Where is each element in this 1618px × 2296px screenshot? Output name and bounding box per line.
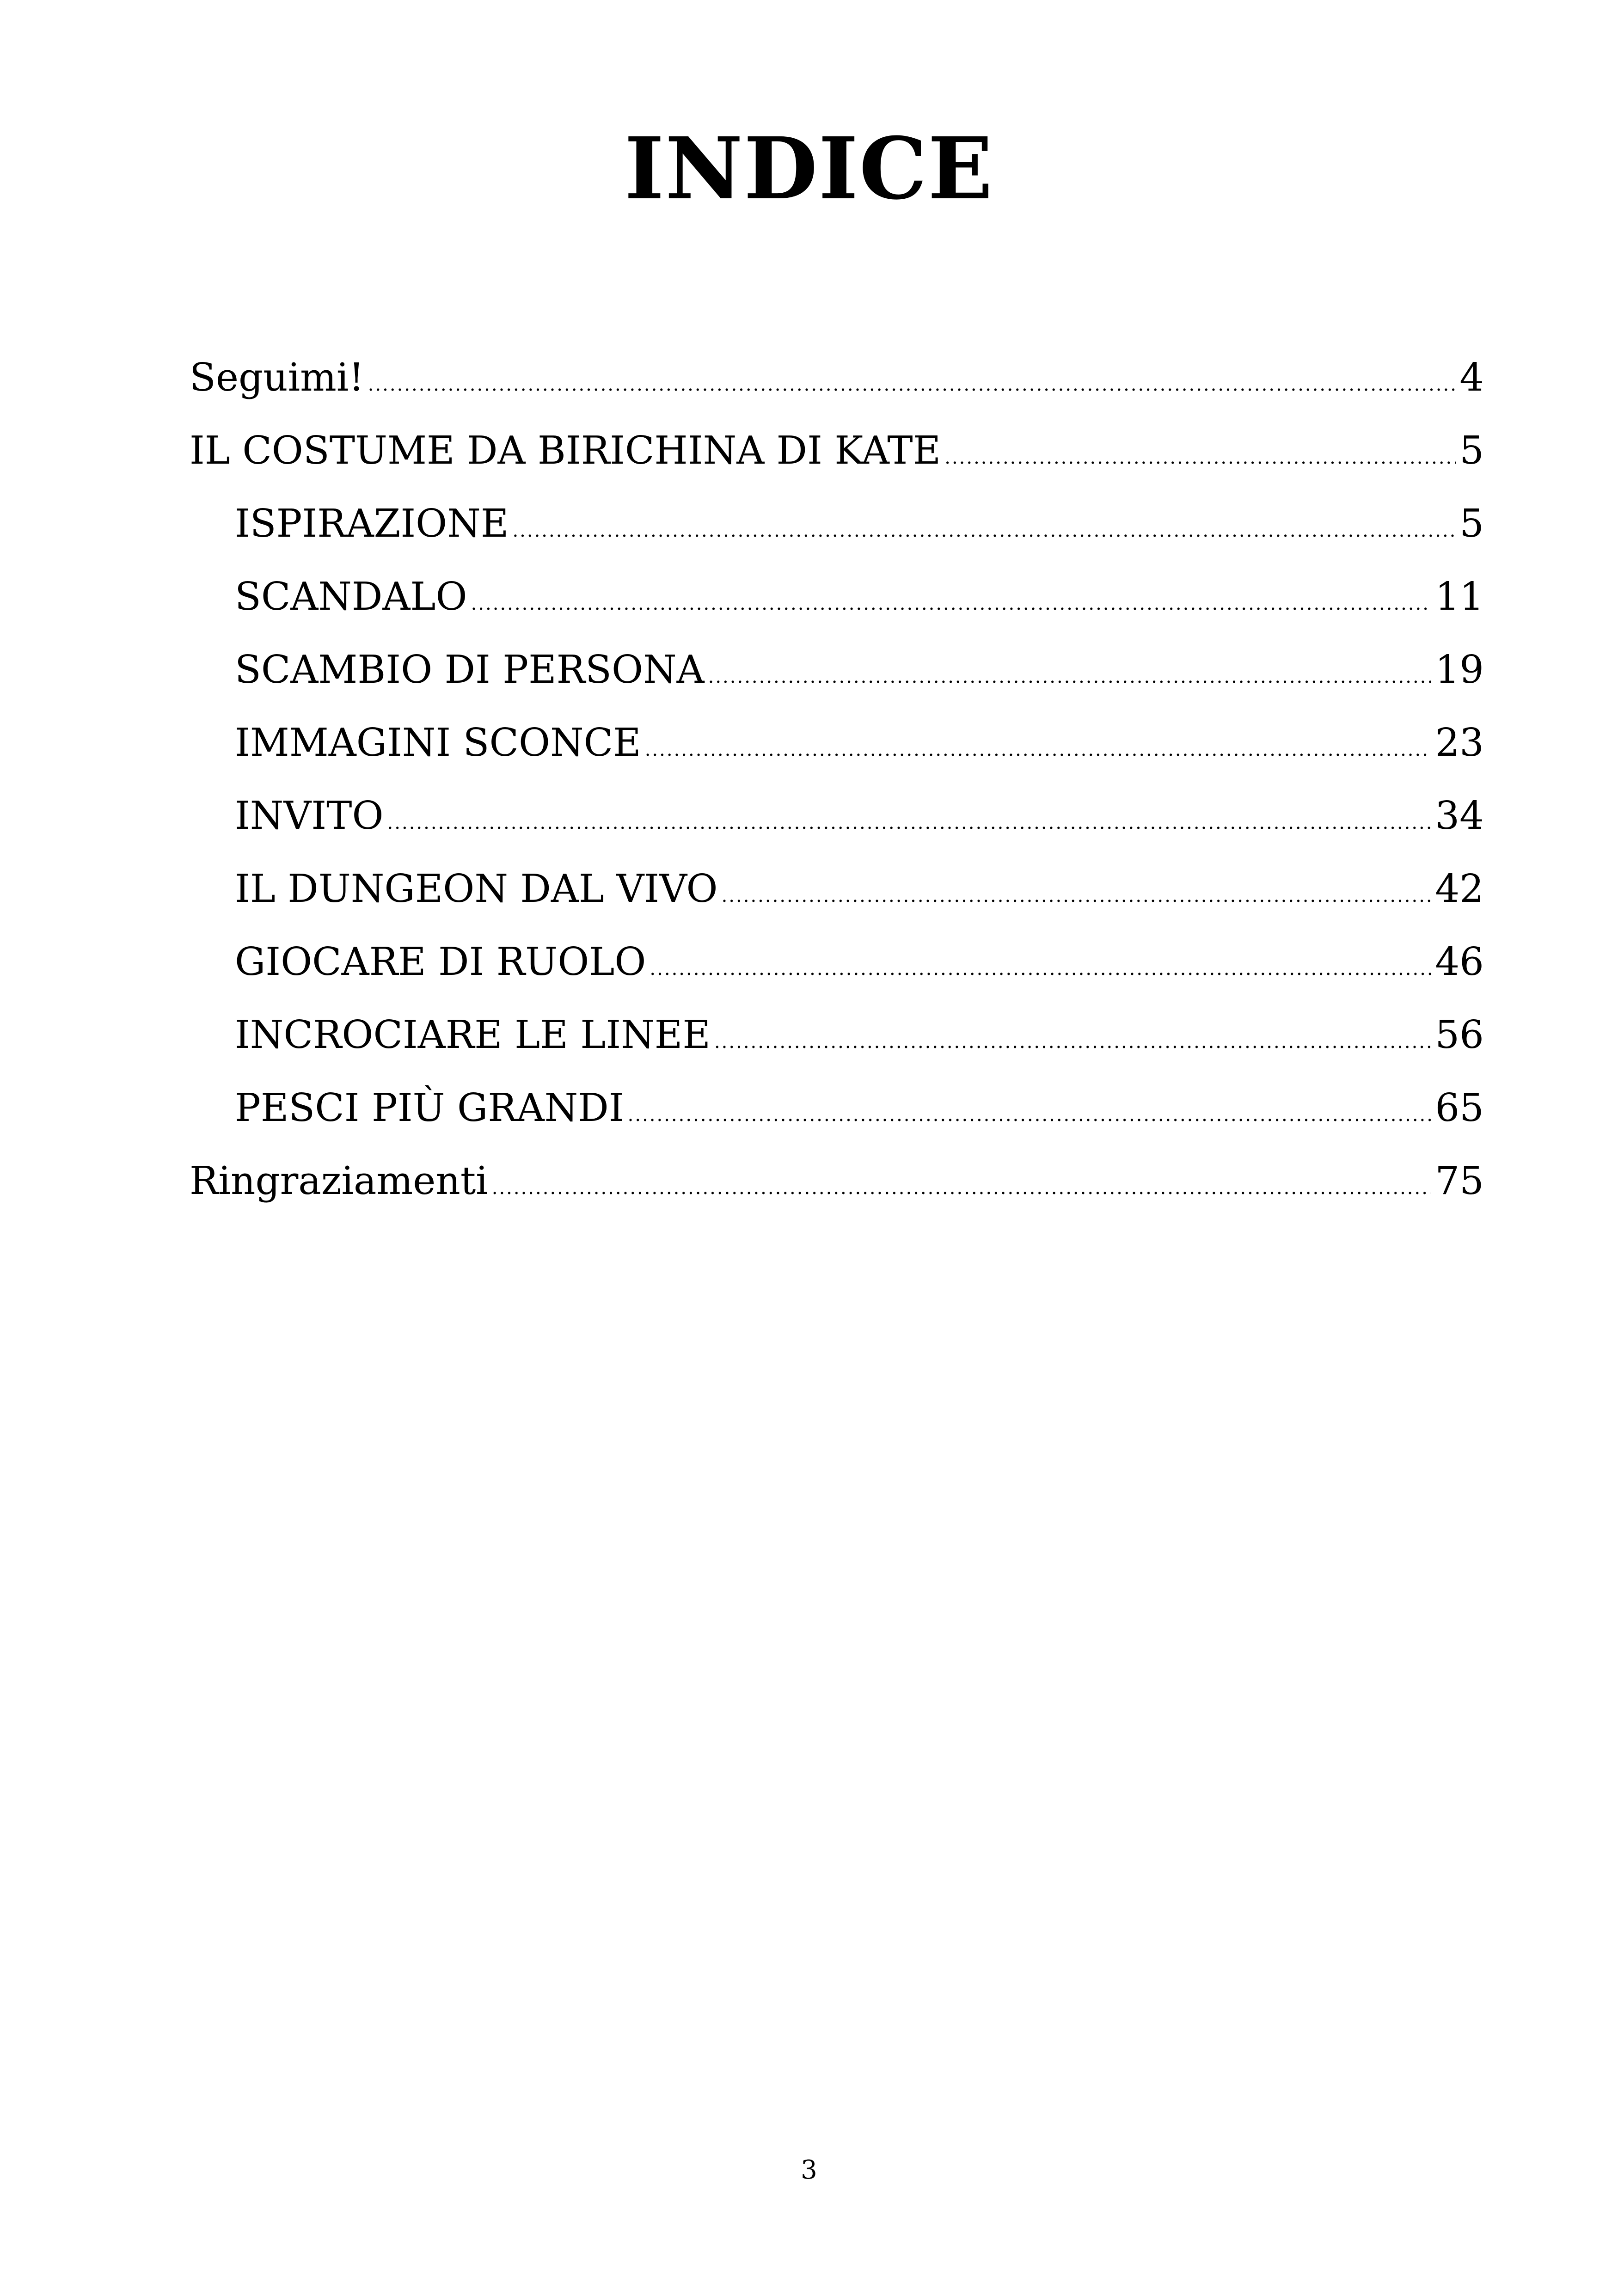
toc-entry-label: IL DUNGEON DAL VIVO — [235, 866, 718, 911]
toc-entry-page: 42 — [1435, 866, 1484, 911]
toc-entry[interactable] — [190, 706, 1484, 779]
toc-dot-leader — [944, 421, 1456, 494]
toc-entry-label: IL COSTUME DA BIRICHINA DI KATE — [190, 428, 941, 473]
toc-dot-leader — [708, 640, 1432, 713]
toc-entry-label: GIOCARE DI RUOLO — [235, 939, 646, 984]
toc-entry-page: 11 — [1435, 574, 1484, 619]
toc-entry[interactable] — [190, 852, 1484, 925]
toc-entry[interactable] — [190, 925, 1484, 998]
toc-entry[interactable] — [190, 1071, 1484, 1145]
toc-entry-label: PESCI PIÙ GRANDI — [235, 1085, 624, 1130]
toc-entry-label: SCAMBIO DI PERSONA — [235, 647, 705, 692]
toc-entry-page: 46 — [1435, 939, 1484, 984]
toc-dot-leader — [722, 859, 1432, 932]
page-number: 3 — [801, 2155, 817, 2185]
toc-dot-leader — [492, 1151, 1432, 1225]
toc-entry-page: 65 — [1435, 1085, 1484, 1130]
toc-entry[interactable] — [190, 633, 1484, 706]
toc-entry[interactable] — [190, 560, 1484, 633]
toc-entry-label: INCROCIARE LE LINEE — [235, 1012, 711, 1057]
toc-entry[interactable] — [190, 779, 1484, 852]
toc-entry-label: INVITO — [235, 793, 384, 838]
toc-entry[interactable] — [190, 487, 1484, 560]
toc-entry-label: ISPIRAZIONE — [235, 501, 509, 546]
toc-entry[interactable] — [190, 1145, 1484, 1218]
toc-dot-leader — [471, 567, 1432, 640]
toc-entry-label: SCANDALO — [235, 574, 467, 619]
page-title: INDICE — [624, 119, 994, 219]
toc-dot-leader — [368, 348, 1456, 421]
toc-entry-page: 23 — [1435, 720, 1484, 765]
toc-entry-label: Ringraziamenti — [190, 1158, 488, 1203]
toc-entry-page: 19 — [1435, 647, 1484, 692]
table-of-contents — [190, 341, 1484, 1218]
toc-dot-leader — [714, 1005, 1431, 1078]
toc-entry[interactable] — [190, 414, 1484, 487]
toc-entry-label: Seguimi! — [190, 355, 364, 400]
toc-dot-leader — [645, 713, 1432, 786]
toc-entry-page: 5 — [1459, 428, 1484, 473]
toc-dot-leader — [512, 494, 1456, 567]
toc-entry-page: 34 — [1435, 793, 1484, 838]
toc-entry-page: 75 — [1435, 1158, 1484, 1203]
toc-dot-leader — [387, 786, 1432, 859]
toc-entry[interactable] — [190, 998, 1484, 1071]
toc-entry-page: 4 — [1459, 355, 1484, 400]
toc-entry[interactable] — [190, 341, 1484, 414]
toc-dot-leader — [628, 1078, 1432, 1151]
toc-entry-label: IMMAGINI SCONCE — [235, 720, 641, 765]
toc-dot-leader — [650, 932, 1431, 1005]
toc-entry-page: 56 — [1435, 1012, 1484, 1057]
toc-entry-page: 5 — [1459, 501, 1484, 546]
